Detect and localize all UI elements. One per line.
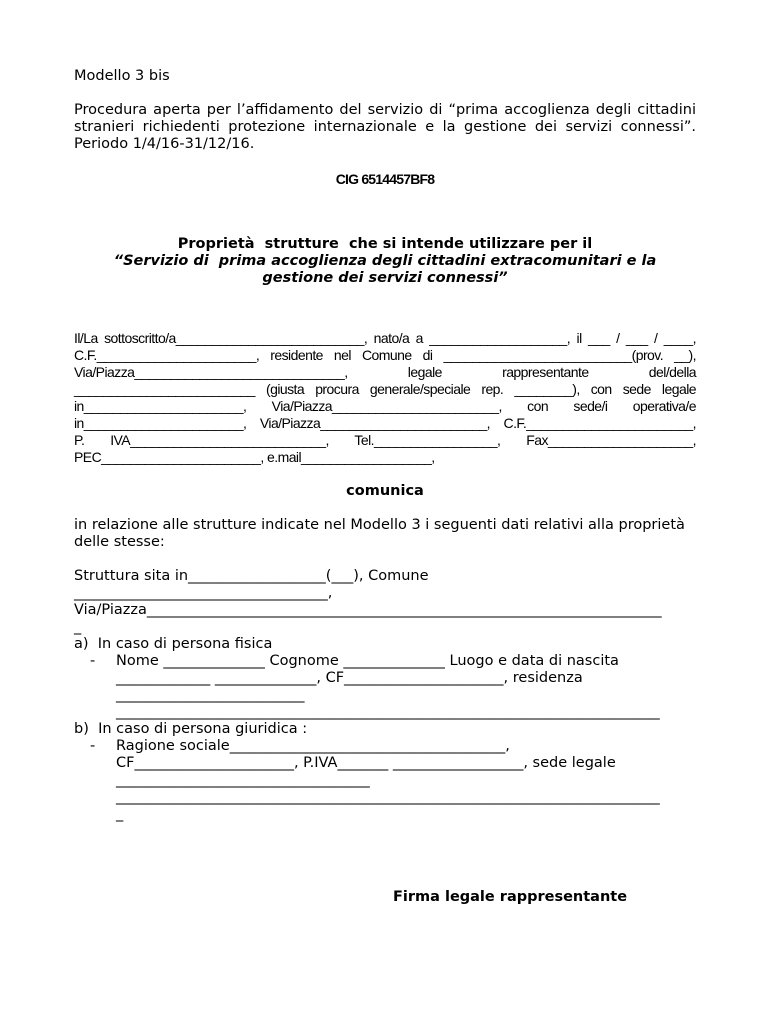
declarant-line-3: Via/Piazza_____________________________, legale rappresentante del/della bbox=[74, 364, 696, 380]
section-a-line-2: _____________ ______________, CF______________________, residenza bbox=[116, 670, 583, 686]
declarant-line-7: P. IVA___________________________, Tel._________________, Fax____________________, bbox=[74, 432, 696, 448]
section-a bbox=[74, 636, 696, 721]
structure-line-3: Via/Piazza_______________________________________________________________________ bbox=[74, 602, 662, 618]
signature-label: Firma legale rappresentante bbox=[393, 889, 628, 905]
model-number: Modello 3 bis bbox=[74, 68, 170, 84]
structure-block bbox=[74, 568, 696, 636]
structure-line-2: ___________________________________, bbox=[74, 585, 333, 601]
cig-code: CIG 6514457BF8 bbox=[335, 171, 435, 187]
section-b-line-1: - Ragione sociale______________________________________, bbox=[90, 738, 510, 754]
declarant-block bbox=[74, 330, 696, 466]
intro-text: in relazione alle strutture indicate nel Modello 3 i seguenti dati relativi alla proprietà delle stesse: bbox=[74, 517, 685, 550]
section-a-line-4: ___________________________________________________________________________ bbox=[116, 704, 660, 720]
procedure-text: Procedura aperta per l’affidamento del servizio di “prima accoglienza degli cittadini stranieri richiedenti protezione internazionale e la gestione dei servizi connessi”. Periodo 1/4/16-31/12/16. bbox=[74, 102, 696, 152]
section-a-name-fields: Nome ______________ Cognome ______________ Luogo e data di nascita bbox=[116, 653, 619, 669]
document-title bbox=[74, 236, 696, 287]
section-b-line-2: CF______________________, P.IVA_______ __________________, sede legale bbox=[116, 755, 616, 771]
section-a-line-1: - Nome ______________ Cognome ______________ Luogo e data di nascita bbox=[90, 653, 619, 669]
structure-line-1: Struttura sita in___________________(___), Comune bbox=[74, 568, 429, 584]
comunica-heading: comunica bbox=[346, 483, 424, 499]
declarant-line-6: in______________________, Via/Piazza_______________________, C.F._______________________, bbox=[74, 415, 696, 431]
structure-line-4: _ bbox=[74, 619, 82, 635]
section-b-title: b) In caso di persona giuridica : bbox=[74, 721, 308, 737]
section-b bbox=[74, 721, 696, 823]
section-b-line-5: _ bbox=[116, 806, 124, 822]
declarant-line-2: C.F.______________________, residente nel Comune di __________________________(prov. __), bbox=[74, 347, 696, 363]
section-b-company-fields: Ragione sociale______________________________________, bbox=[116, 738, 510, 754]
declarant-line-5: in______________________, Via/Piazza_______________________, con sede/i operativa/e bbox=[74, 398, 696, 414]
section-b-line-3: ___________________________________ bbox=[116, 772, 370, 788]
section-a-title: a) In caso di persona fisica bbox=[74, 636, 273, 652]
title-line-2: “Servizio di prima accoglienza degli cittadini extracomunitari e la bbox=[113, 253, 657, 269]
section-b-line-4: ___________________________________________________________________________ bbox=[116, 789, 660, 805]
declarant-line-1: Il/La sottoscritto/a__________________________, nato/a a ___________________, il ___ / ___ / ____, bbox=[74, 330, 696, 346]
title-line-1: Proprietà strutture che si intende utilizzare per il bbox=[177, 236, 593, 252]
declarant-line-8: PEC______________________, e.mail__________________, bbox=[74, 449, 435, 465]
title-line-3: gestione dei servizi connessi” bbox=[262, 270, 508, 286]
section-a-line-3: __________________________ bbox=[116, 687, 305, 703]
declarant-line-4: _________________________ (giusta procura generale/speciale rep. ________), con sede legale bbox=[74, 381, 696, 397]
